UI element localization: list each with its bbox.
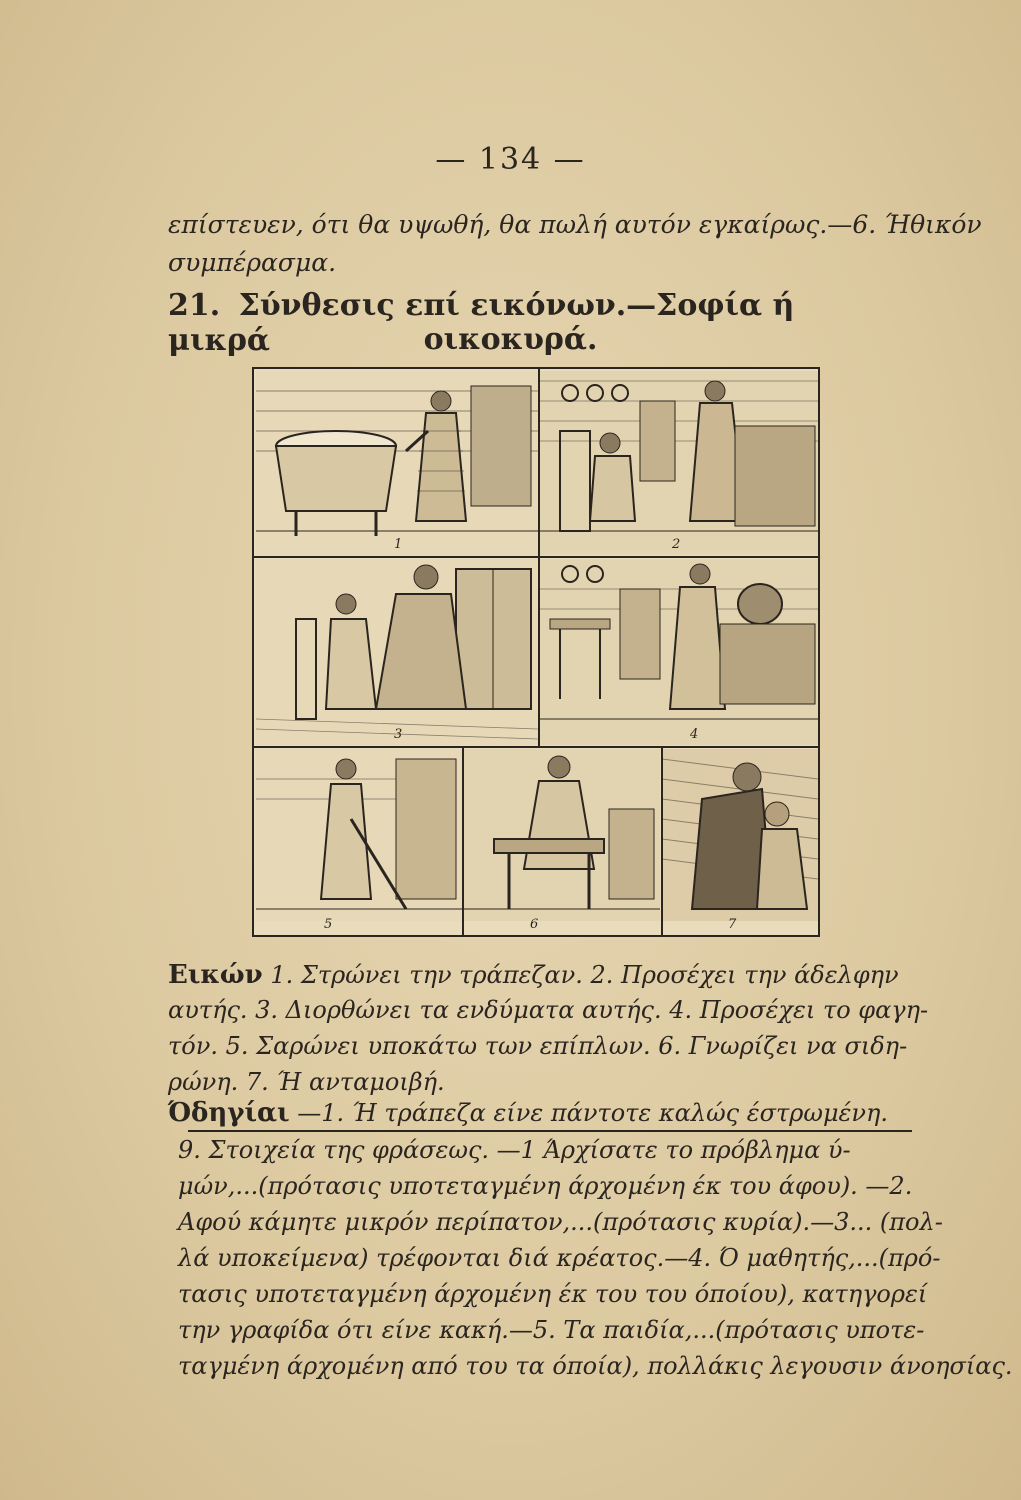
panel-2-watching-sister [540,371,818,555]
panel-7-reward [662,749,818,921]
caption-line-3: τόν. 5. Σαρώνει υποκάτω των επίπλων. 6. Γνωρίζει να σιδη- [168,1032,908,1060]
plate-divider-h1 [254,556,818,558]
exercise-line-1: 9. Στοιχεία της φράσεως. —1 Άρχίσατε το πρόβλημα ύ- [178,1136,851,1164]
panel-3-mending-clothes [256,559,538,745]
caption-line-2: αυτής. 3. Διορθώνει τα ενδύματα αυτής. 4. Προσέχει το φαγη- [168,996,929,1024]
exercise-line-4: λά υποκείμενα) τρέφονται διά κρέατος.—4. Ό μαθητής,...(πρό- [178,1244,941,1272]
exercise-line-7: ταγμένη άρχομένη από του τα όποία), πολλάκις λεγουσιν άνοησίας. [178,1352,1013,1380]
exercise-line-5: τασις υποτεταγμένη άρχομένη έκ του του όποίου), κατηγορεί [178,1280,928,1308]
guidance-line [168,1098,908,1128]
guidance-text: —1. Ή τράπεζα είνε πάντοτε καλώς έστρωμένη. [297,1099,889,1127]
plate-divider-v1 [538,369,540,746]
exercise-line-2: μών,...(πρότασις υποτεταγμένη άρχομένη έκ του άφου). —2. [178,1172,913,1200]
caption-label: Εικών [168,960,263,990]
exercise-line-6: την γραφίδα ότι είνε κακή.—5. Τα παιδία,...(πρότασις υποτε- [178,1316,925,1344]
panel-label-7: 7 [728,917,737,932]
panel-label-6: 6 [530,917,539,932]
intro-line-1: επίστευεν, ότι θα υψωθή, θα πωλή αυτόν εγκαίρως.—6. Ήθικόν [168,210,982,239]
panel-label-4: 4 [690,727,699,742]
exercise-line-3: Αφού κάμητε μικρόν περίπατον,...(πρότασις κυρία).—3... (πολ- [178,1208,943,1236]
section-rule [188,1130,912,1132]
panel-1-setting-table [256,371,538,555]
intro-line-2: συμπέρασμα. [168,248,337,277]
caption-text-1: 1. Στρώνει την τράπεζαν. 2. Προσέχει την άδελφην [270,961,899,989]
guidance-label: Όδηγίαι [168,1098,290,1128]
panel-label-3: 3 [394,727,403,742]
illustration-plate [252,367,820,937]
panel-label-5: 5 [324,917,333,932]
plate-divider-v2 [462,746,464,935]
panel-label-2: 2 [672,537,681,552]
section-number: 21. [168,288,221,323]
section-title-line-2: οικοκυρά. [423,322,598,357]
plate-divider-v3 [661,746,663,935]
panel-label-1: 1 [394,537,403,552]
page-number: — 134 — [435,142,586,177]
plate-divider-h2 [254,746,818,748]
panel-5-sweeping [256,749,462,921]
caption-line-4: ρώνη. 7. Ή ανταμοιβή. [168,1068,445,1096]
panel-4-watching-food [540,559,818,745]
section-title-line-1: Σύνθεσις επί εικόνων.—Σοφία ή μικρά [168,288,795,358]
caption-line-1 [168,960,908,990]
panel-6-ironing [464,749,660,921]
